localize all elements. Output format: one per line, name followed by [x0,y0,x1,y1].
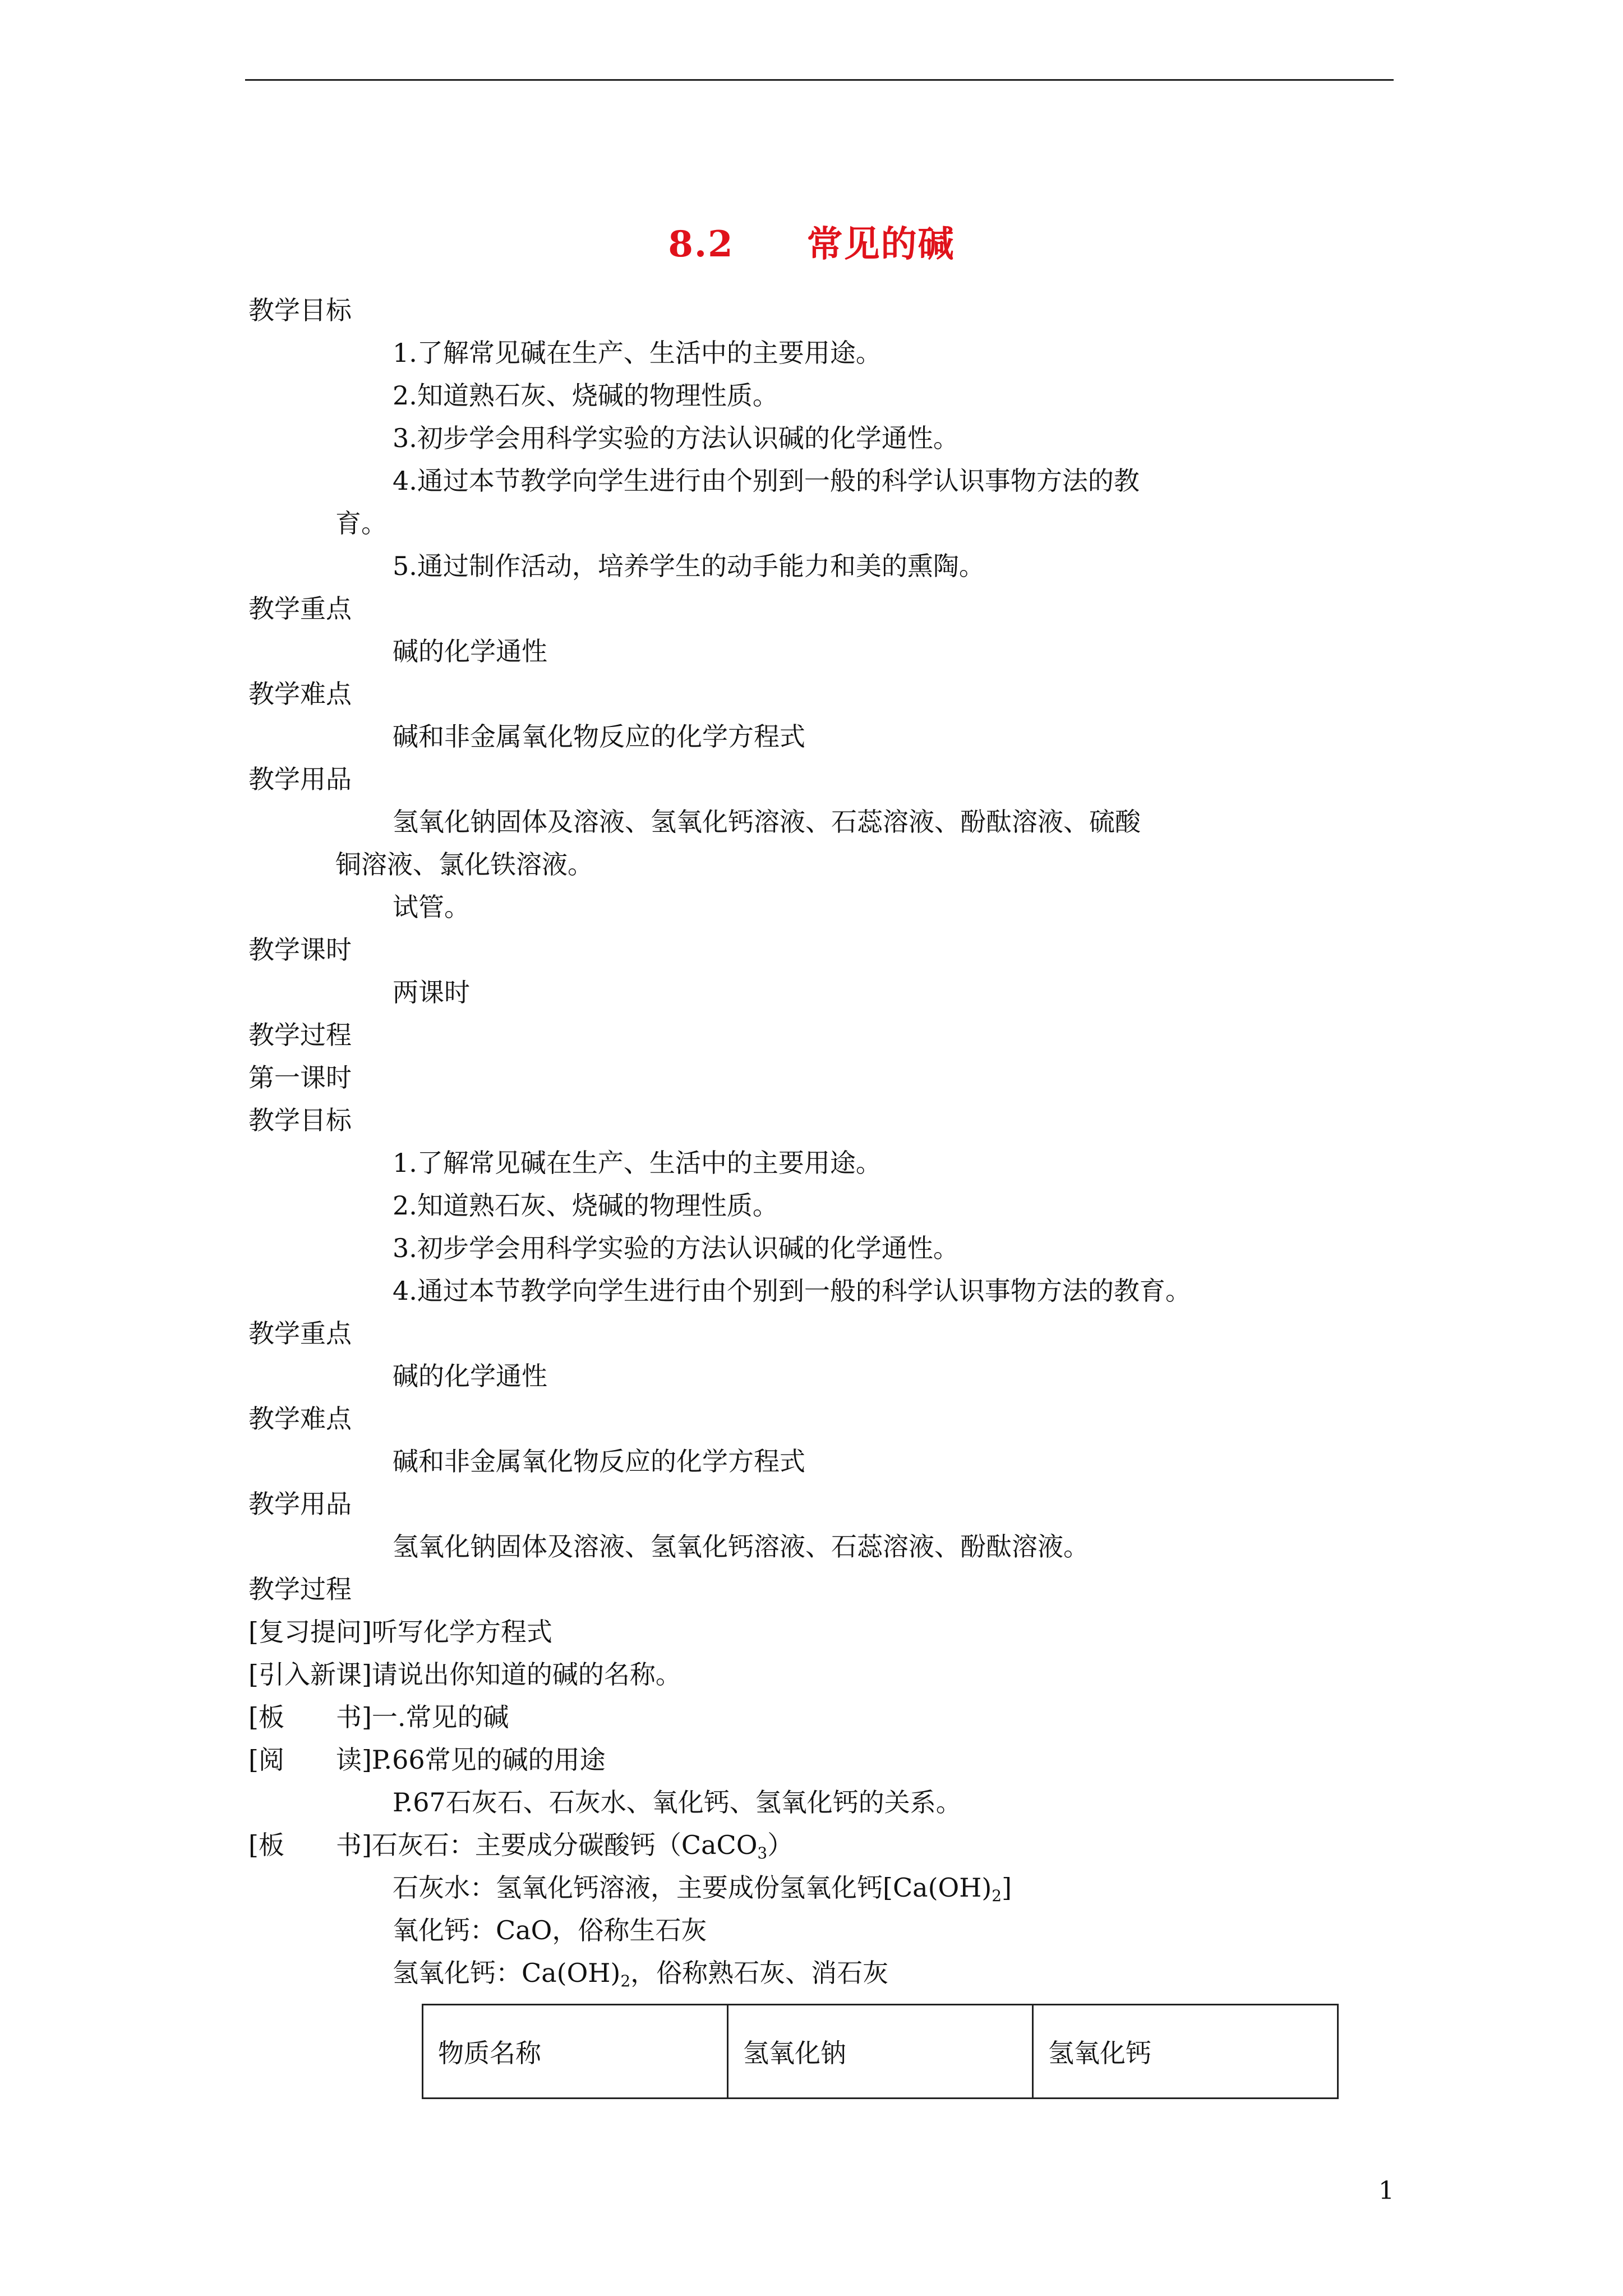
page-number: 1 [1378,2177,1394,2205]
goal-item: 1.了解常见碱在生产、生活中的主要用途。 [393,338,882,368]
table-cell: 氢氧化钠 [728,2005,1033,2099]
lesson-one-heading: 第一课时 [248,1062,352,1093]
key-point-text: 碱的化学通性 [393,1361,547,1391]
calcium-hydroxide-definition: 氢氧化钙：$Ca(OH)_2$，俗称熟石灰、消石灰 [393,1958,889,1990]
goal-item: 5.通过制作活动，培养学生的动手能力和美的熏陶。 [393,551,985,581]
reading-note: [阅 读]P.66常见的碱的用途 [248,1745,606,1775]
materials-heading: 教学用品 [248,764,352,794]
review-question: [复习提问]听写化学方程式 [248,1617,552,1647]
hours-heading: 教学课时 [248,935,352,965]
section-title: 常见的碱 [806,223,955,265]
board-note-limestone: [板 书]石灰石：主要成分碳酸钙（CaCO$_3$） [248,1830,794,1862]
key-point-heading: 教学重点 [248,1318,352,1349]
table-row [423,2005,1338,2099]
difficulty-heading: 教学难点 [248,679,352,709]
materials-text: 试管。 [393,892,470,922]
materials-heading: 教学用品 [248,1489,352,1519]
goals-heading: 教学目标 [248,1105,352,1135]
table-cell: 物质名称 [423,2005,728,2099]
key-point-text: 碱的化学通性 [393,636,547,666]
difficulty-text: 碱和非金属氧化物反应的化学方程式 [393,721,805,752]
process-heading: 教学过程 [248,1574,352,1604]
goal-item: 4.通过本节教学向学生进行由个别到一般的科学认识事物方法的教 [393,466,1140,496]
goal-item: 1.了解常见碱在生产、生活中的主要用途。 [393,1148,882,1178]
goal-item: 3.初步学会用科学实验的方法认识碱的化学通性。 [393,1233,959,1263]
page-title [0,215,1623,267]
substance-table [422,2004,1339,2099]
materials-text: 氢氧化钠固体及溶液、氢氧化钙溶液、石蕊溶液、酚酞溶液、硫酸 [393,807,1141,837]
goals-heading: 教学目标 [248,295,352,325]
board-note: [板 书]一.常见的碱 [248,1702,509,1732]
section-number: 8.2 [668,223,734,265]
goal-item-continuation: 育。 [335,508,387,539]
key-point-heading: 教学重点 [248,593,352,624]
calcium-oxide-definition: 氧化钙：CaO，俗称生石灰 [393,1915,707,1945]
header-rule [245,79,1394,81]
new-lesson-intro: [引入新课]请说出你知道的碱的名称。 [248,1659,681,1690]
hours-text: 两课时 [393,977,470,1007]
process-heading: 教学过程 [248,1020,352,1050]
materials-text-continuation: 铜溶液、氯化铁溶液。 [335,849,593,880]
materials-text: 氢氧化钠固体及溶液、氢氧化钙溶液、石蕊溶液、酚酞溶液。 [393,1531,1089,1562]
goal-item: 4.通过本节教学向学生进行由个别到一般的科学认识事物方法的教育。 [393,1276,1191,1306]
goal-item: 2.知道熟石灰、烧碱的物理性质。 [393,1190,778,1221]
difficulty-text: 碱和非金属氧化物反应的化学方程式 [393,1446,805,1476]
difficulty-heading: 教学难点 [248,1404,352,1434]
limewater-definition: 石灰水：氢氧化钙溶液，主要成份氢氧化钙$[Ca(OH)_2]$ [393,1872,1012,1905]
goal-item: 2.知道熟石灰、烧碱的物理性质。 [393,380,778,411]
reading-note-continuation: P.67石灰石、石灰水、氧化钙、氢氧化钙的关系。 [393,1787,962,1818]
goal-item: 3.初步学会用科学实验的方法认识碱的化学通性。 [393,423,959,453]
table-cell: 氢氧化钙 [1033,2005,1338,2099]
